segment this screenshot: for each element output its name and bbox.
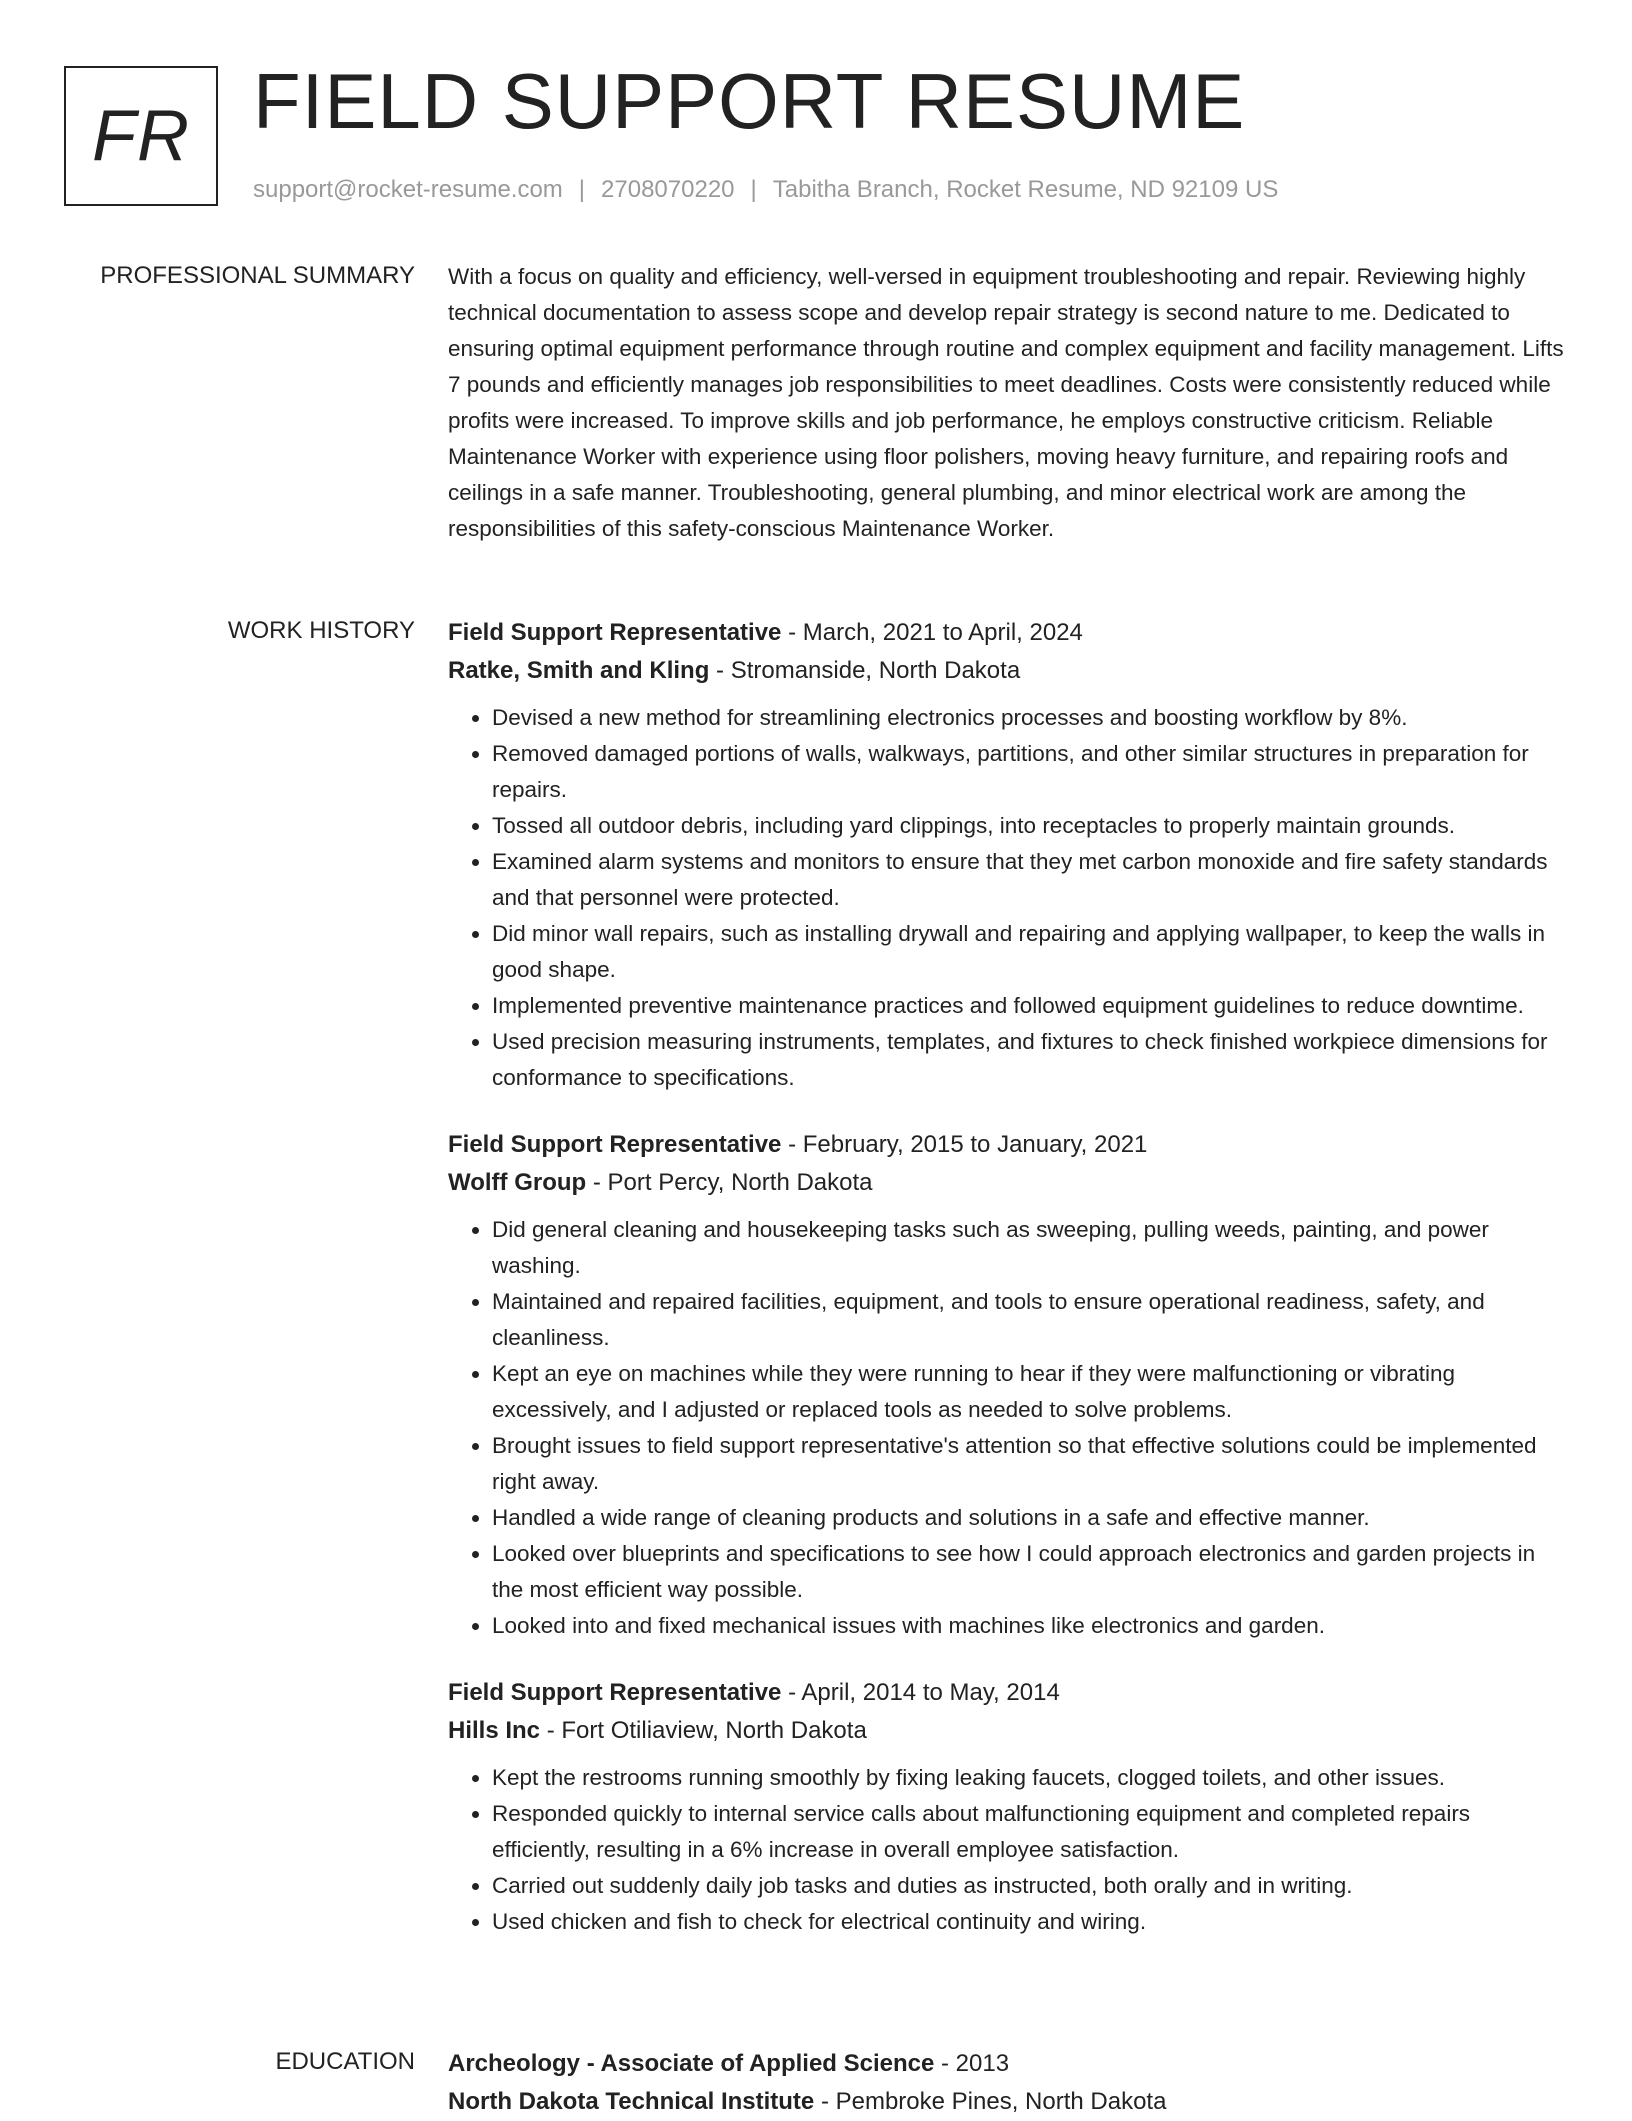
job-company-line [448, 1712, 1570, 1750]
job-bullet: • Maintained and repaired facilities, equipment, and tools to ensure operational readiness, safety, and cleanliness. [492, 1284, 1570, 1356]
job-bullet: • Tossed all outdoor debris, including yard clippings, into receptacles to properly maintain grounds. [492, 808, 1570, 844]
contact-email: support@rocket-resume.com [253, 176, 563, 203]
education-school-line [448, 2083, 1570, 2121]
education-degree-line [448, 2045, 1570, 2083]
job-entry [448, 1674, 1570, 1940]
job-bullet: • Brought issues to field support representative's attention so that effective solutions could be implemented right away. [492, 1428, 1570, 1500]
job-bullet: • Looked over blueprints and specifications to see how I could approach electronics and garden projects in the most efficient way possible. [492, 1536, 1570, 1608]
job-dates: - February, 2015 to January, 2021 [781, 1131, 1148, 1158]
resume-title: FIELD SUPPORT RESUME [253, 57, 1246, 145]
contact-address: Tabitha Branch, Rocket Resume, ND 92109 US [772, 176, 1279, 203]
monogram-badge [64, 66, 218, 206]
job-bullets [448, 1760, 1570, 1940]
job-location: - Port Percy, North Dakota [586, 1169, 873, 1196]
job-company: Wolff Group [448, 1169, 587, 1196]
job-bullet: • Used chicken and fish to check for electrical continuity and wiring. [492, 1904, 1570, 1940]
job-title-line [448, 1126, 1570, 1164]
job-bullet: • Kept the restrooms running smoothly by fixing leaking faucets, clogged toilets, and other issues. [492, 1760, 1570, 1796]
job-dates: - March, 2021 to April, 2024 [781, 619, 1083, 646]
monogram-initials: FR [92, 96, 190, 176]
job-title: Field Support Representative [448, 1679, 782, 1706]
job-entry [448, 614, 1570, 1096]
job-company-line [448, 652, 1570, 690]
job-bullet: • Responded quickly to internal service calls about malfunctioning equipment and completed repairs efficiently, resulting in a 6% increase in overall employee satisfaction. [492, 1796, 1570, 1868]
education-location: - Pembroke Pines, North Dakota [814, 2088, 1167, 2115]
contact-separator: | [750, 176, 757, 203]
section-label-education: EDUCATION [275, 2048, 415, 2075]
job-bullet: • Did minor wall repairs, such as installing drywall and repairing and applying wallpaper, to keep the walls in good shape. [492, 916, 1570, 988]
job-bullet: • Carried out suddenly daily job tasks and duties as instructed, both orally and in writing. [492, 1868, 1570, 1904]
job-title-line [448, 1674, 1570, 1712]
job-bullet: • Implemented preventive maintenance practices and followed equipment guidelines to reduce downtime. [492, 988, 1570, 1024]
education-year: - 2013 [934, 2050, 1010, 2077]
section-label-work-history: WORK HISTORY [227, 617, 415, 644]
job-title: Field Support Representative [448, 619, 782, 646]
job-bullet: • Kept an eye on machines while they were running to hear if they were malfunctioning or vibrating excessively, and I adjusted or replaced tools as needed to solve problems. [492, 1356, 1570, 1428]
job-bullet: • Devised a new method for streamlining electronics processes and boosting workflow by 8%. [492, 700, 1570, 736]
job-company-line [448, 1164, 1570, 1202]
summary-text: With a focus on quality and efficiency, well-versed in equipment troubleshooting and repair. Reviewing highly technical documentation to assess scope and develop repair strategy is second nature to me. Dedicated to ensuring optimal equipment performance through routine and complex equipment and facility management. Lifts 7 pounds and efficiently manages job responsibilities to meet deadlines. Costs were consistently reduced while profits were increased. To improve skills and job performance, he employs constructive criticism. Reliable Maintenance Worker with experience using floor polishers, moving heavy furniture, and repairing roofs and ceilings in a safe manner. Troubleshooting, general plumbing, and minor electrical work are among the responsibilities of this safety-conscious Maintenance Worker. [448, 264, 1564, 541]
job-bullet: • Examined alarm systems and monitors to ensure that they met carbon monoxide and fire safety standards and that personnel were protected. [492, 844, 1570, 916]
job-bullets [448, 1212, 1570, 1644]
job-bullet: • Removed damaged portions of walls, walkways, partitions, and other similar structures in preparation for repairs. [492, 736, 1570, 808]
job-bullet: • Looked into and fixed mechanical issues with machines like electronics and garden. [492, 1608, 1570, 1644]
contact-line [253, 174, 1278, 206]
job-entry [448, 1126, 1570, 1644]
job-company: Ratke, Smith and Kling [448, 657, 710, 684]
job-bullet: • Did general cleaning and housekeeping tasks such as sweeping, pulling weeds, painting, and power washing. [492, 1212, 1570, 1284]
job-company: Hills Inc [448, 1717, 541, 1744]
education-school: North Dakota Technical Institute [448, 2088, 815, 2115]
job-title: Field Support Representative [448, 1131, 782, 1158]
section-label-summary: PROFESSIONAL SUMMARY [100, 262, 415, 289]
job-dates: - April, 2014 to May, 2014 [781, 1679, 1060, 1706]
contact-separator: | [578, 176, 586, 203]
job-title-line [448, 614, 1570, 652]
job-bullet: • Used precision measuring instruments, templates, and fixtures to check finished workpiece dimensions for conformance to specifications. [492, 1024, 1570, 1096]
contact-phone: 2708070220 [601, 176, 735, 203]
education-degree: Archeology - Associate of Applied Science [448, 2050, 935, 2077]
job-bullets [448, 700, 1570, 1096]
job-bullet: • Handled a wide range of cleaning products and solutions in a safe and effective manner. [492, 1500, 1570, 1536]
job-location: - Fort Otiliaview, North Dakota [540, 1717, 867, 1744]
job-location: - Stromanside, North Dakota [709, 657, 1021, 684]
